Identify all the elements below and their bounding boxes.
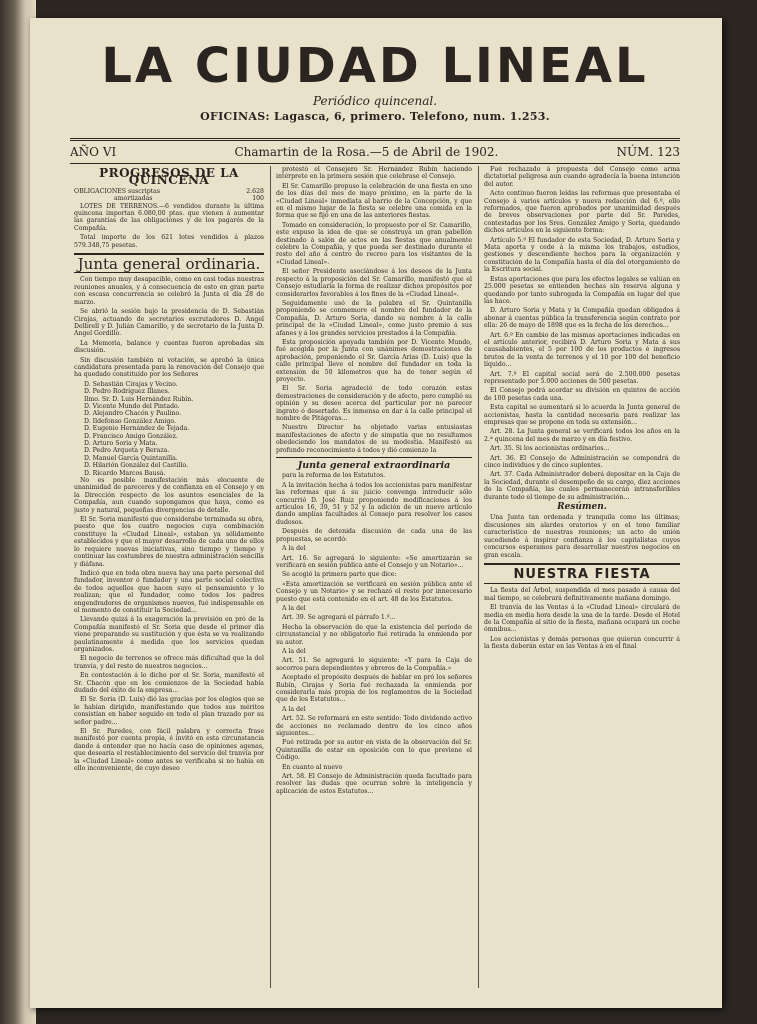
article-paragraph: «Esta amortización se verificará en sesión pública ante el Consejo y un Notario» y se rechazó el resto por innecesario puesto que está contenido en el art. 48 de los Estatutos. xyxy=(276,580,472,603)
statute-article: Art. 6.º En cambio de las mismas aportaciones indicadas en el artículo anterior, recibirá D. Arturo Soria y Mata á sus causahabientes, el 5 por 100 de los productos é ingresos brutos de la venta de terrenos y el 10 por 100 del beneficio líquido... xyxy=(484,331,680,369)
progress-heading: PROGRESOS DE LA QUINCENA xyxy=(99,166,239,188)
article-paragraph: El tranvía de las Ventas á la «Ciudad Lineal» circulará de media en media hora desde la una de la tarde. Desde el Hotel de la Compañía al sitio de la fiesta, mañana ocupará un coche ómnibus... xyxy=(484,604,680,634)
lotes-text: LOTES DE TERRENOS.—6 vendidos durante la última quincena importan 6.080,00 ptas. que vienen á aumentar las garantías de las obligaciones y de los pagarés de la Compañía. xyxy=(74,202,264,232)
article-paragraph: Después de detenida discusión de cada una de las propuestas, se acordó: xyxy=(276,528,472,543)
statute-article: El Consejo podrá acordar su división en quintos de acción de 100 pesetas cada una. xyxy=(484,387,680,402)
article-paragraph: A la del xyxy=(282,604,306,612)
article-paragraph: En cuanto al nuevo xyxy=(282,763,343,771)
extraordinary-meeting-heading: Junta general extraordinaria xyxy=(297,460,451,472)
article-paragraph: Art. 16. Se agregará lo siguiente: «Se amortizarán se verificará en sesión pública ante el Consejo y un Notario»... xyxy=(276,554,472,569)
article-paragraph: Art. 52. Se reformará en este sentido: Todo dividendo activo de acciones no reclamado dentro de los cinco años siguientes... xyxy=(276,715,472,738)
oblig-amort-row xyxy=(74,195,264,202)
statute-article: Esta capital se aumentará si lo acuerda la Junta general de accionistas, hasta la cantidad necesaria para realizar las empresas que se propone en toda su extensión... xyxy=(484,404,680,426)
article-paragraph: El Sr. Camarillo propuso la celebración de una fiesta en uno de los días del mes de mayo próximo, en la parte de la «Ciudad Lineal» inmediata al barrio de la Concepción, y que en el mismo lugar de la fiesta se celebre una comida en la forma que se fijó en una de las anteriores fiestas. xyxy=(276,182,472,220)
article-paragraph: A la del xyxy=(282,705,306,713)
board-member: D. Francisco Amigo González. xyxy=(84,432,178,440)
board-member: D. Hilarión González del Castillo. xyxy=(84,462,188,470)
column-1 xyxy=(74,166,264,996)
article-paragraph: Esta proposición apoyada también por D. Vicente Mundo, fué acogida por la Junta con unánimes demostraciones de aprobación, proponiendo el Sr. García Arias (D. Luis) que la calle principal lleve el nombre del fundador en toda la extensión de 50 kilometros que ha de tener según el proyecto. xyxy=(276,338,472,383)
newspaper-page xyxy=(30,18,722,1008)
statute-article: Art. 28. La Junta general se verificará todos los años en la 2.ª quincena del mes de marzo y en día festivo. xyxy=(484,428,680,443)
issue-place-date: Chamartin de la Rosa.—5 de Abril de 1902. xyxy=(234,145,499,159)
article-paragraph: Tomado en consideración, lo propuesto por el Sr. Camarillo, este expuso la idea de que se construya un gran pabellón destinado á salón de actos en las fiestas que anualmente celebre la Compañía, y que pueda ser destinado durante el resto del año á centro de recreo para los visitantes de la «Ciudad Lineal». xyxy=(276,221,472,266)
article-paragraph: Acto continuo fueron leídas las reformas que presentaba el Consejo á varios artículos y nueva redacción del 6.º, ello reformados, que fueron aprobados por unanimidad después de breves observaciones por parte del Sr. Paredes, contestadas por los Sres. González Amigo y Soria, quedando dichos artículos en la siguiente forma: xyxy=(484,190,680,235)
article-paragraph: El Sr. Paredes, con fácil palabra y correcta frase manifestó por cuenta propia, é invitó en esta circunstancia dando á entender que no hacía caso de opiniones agenas, que desearía el restablecimiento del servicio del tranvía por la «Ciudad Lineal» como antes se verificaba si no había en ello inconveniente, de cuyo deseo xyxy=(74,728,264,773)
article-paragraph: Con tiempo muy desapacible, como en casi todas nuestras reuniones anuales, y á consecuencia de esto en gran parte con escasa concurrencia se celebró la Junta el día 28 de marzo. xyxy=(74,276,264,306)
board-list xyxy=(84,381,264,477)
oblig-sub-label: OBLIGACIONES suscriptas xyxy=(74,187,161,195)
statute-article: Art. 36. El Consejo de Administración se compondrá de cinco individuos y de cinco suplentes. xyxy=(484,454,680,470)
statute-article: D. Arturo Soria y Mata y la Compañía quedan obligados á abonar á cuentas pública la transferencia según contrato por ella: 26 de mayo de 1898 que es la fecha de los derechos... xyxy=(484,307,680,330)
summary-heading: Resúmen. xyxy=(557,502,607,513)
board-member: D. Ildefonso González Amigo. xyxy=(84,417,176,425)
article-paragraph: Seguidamente usó de la palabra el Sr. Quintanilla proponiendo se conmemore el nombre del fundador de la Compañía, D. Arturo Soria, dando su nombre á la calle principal de la «Ciudad Lineal», como justo premio á sus afanes y á los grandes servicios prestados á la Compañía. xyxy=(276,299,472,337)
divider xyxy=(484,583,680,584)
oblig-amort-label: amortizadas xyxy=(114,195,153,203)
article-paragraph: Nuestro Director ha objetado varias entusiastas manifestaciones de afecto y de simpatía que no resultamos obedeciendo los mandatos de su modestia. Manifestó su profundo reconocimiento á todos y dió comienzo la xyxy=(276,424,472,454)
board-member: D. Pedro Arqueta y Beraza. xyxy=(84,447,170,455)
article-paragraph: No es posible manifestación más elocuente de unanimidad de pareceres y de confianza en el Consejo y en la Dirección respecto de los asuntos esenciales de la Compañía, aun cuando supongamos que haya, como es justo y natural, pequeñas divergencias de detalle. xyxy=(74,477,264,514)
board-member: D. Eugenio Hernández de Tejada. xyxy=(84,425,190,433)
statute-article: Art. 7.º El capital social será de 2.500.000 pesetas representado por 5.000 acciones de 500 pesetas. xyxy=(484,370,680,385)
fiesta-heading: NUESTRA FIESTA xyxy=(513,566,651,582)
article-paragraph: protestó el Consejero Sr. Hernández Rubín haciendo intérprete en la primera sesión que celebrase el Consejo. xyxy=(276,166,472,181)
article-paragraph: El señor Presidente asociándose á los deseos de la Junta respecto á la proposición del Sr. Camarillo, manifestó que el Consejo estudiaría la forma de realizar dichos propósitos por considerarlos favorables á los fines de la «Ciudad Lineal». xyxy=(276,268,472,298)
article-paragraph: La Memoria, balance y cuentas fueron aprobadas sin discusión. xyxy=(74,339,264,355)
board-member: Ilmo. Sr. D. Luis Hernández Rubín. xyxy=(84,395,194,403)
article-paragraph: El Sr. Soria agradeció de todo corazón estas demostraciones de consideración y de afecto, pero cumplió su opinión y su deseo acerca del particular por no parecer ingrato ó desertado. Es inmensa en dar á la calle principal el nombre de Pitágoras... xyxy=(276,385,472,422)
article-paragraph: Los accionistas y demás personas que quieran concurrir á la fiesta deberán estar en las Ventas á en el final xyxy=(484,635,680,651)
newspaper-subtitle: Periódico quincenal. xyxy=(312,94,438,108)
article-paragraph: Fué retirada por su autor en vista de la observación del Sr. Quintanilla de estar en oposición con lo que previene el Código. xyxy=(276,739,472,762)
junta-heading: Junta general ordinaria. xyxy=(77,255,261,274)
statute-article: Estas aportaciones que para los efectos legales se valúan en 25.000 pesetas se entienden hechas sin reserva alguna y quedando por tanto subrogada la Compañía en lugar del que las hace. xyxy=(484,275,680,305)
statute-article: Art. 35. Si los accionistas ordinarios... xyxy=(490,445,610,453)
article-paragraph: En contestación á lo dicho por el Sr. Soria, manifestó el Sr. Chacón que en los comienzos de la Sociedad había dudado del éxito de la empresa... xyxy=(74,672,264,694)
article-paragraph: Art. 51. Se agregará lo siguiente: «Y para la Caja de socorros para dependientes y obreros de la Compañía.» xyxy=(276,657,472,672)
statute-article: Art. 37. Cada Administrador deberá depositar en la Caja de la Sociedad, durante el desempeño de su cargo, diez acciones de la Compañía, las cuales permanecerán intransferibles durante todo el tiempo de su administración... xyxy=(484,471,680,501)
newspaper-title: LA CIUDAD LINEAL xyxy=(101,38,649,94)
article-paragraph: El negocio de terrenos se ofrece más dificultad que la del tranvía, y del resto de nuestros negocios... xyxy=(74,655,264,670)
article-paragraph: A la invitación hecha á todos los accionistas para manifestar las reformas que á su juicio convenga introducir sólo concurrió D. José Ruiz proponiendo modificaciones á los artículos 16, 39, 51 y 52 y la adición de un nuevo artículo dando amplias facultades al Consejo para resolver los casos dudosos. xyxy=(276,481,472,526)
issue-number: NÚM. 123 xyxy=(616,145,680,159)
offices-line: OFICINAS: Lagasca, 6, primero. Telefono, num. 1.253. xyxy=(200,110,550,123)
column-rule xyxy=(478,166,479,988)
article-paragraph: Hecha la observación de que la existencia del período de circunstancial y no obligatorio fué retirada la enmienda por su autor. xyxy=(276,623,472,646)
article-paragraph: Llevando quizá á la exageración la previsión en pró de la Compañía manifestó el Sr. Soria que desde el primer día viene preparando su sustitución y que ésta se va realizando paulatinamente á medida que los servicios quedan organizados. xyxy=(74,616,264,653)
column-2 xyxy=(276,166,472,996)
statute-article: Artículo 5.º El fundador de esta Sociedad, D. Arturo Soria y Mata aporta y cede á la misma los trabajos, estudios, gestiones y descendiente hechos para la organización y constitución de la Compañía hasta el día del otorgamiento de la Escritura social. xyxy=(484,236,680,274)
board-member: D. Ricardo Marcos Bausá. xyxy=(84,469,166,477)
article-paragraph: Aceptado el propósito después de hablar en pró los señores Rubín, Cirajas y Soria fué rechazada la enmienda por considerarla más propia de los reglamentos de la Sociedad que de los Estatutos... xyxy=(276,674,472,704)
article-paragraph: para la reforma de los Estatutos. xyxy=(282,472,386,480)
board-member: D. Arturo Soria y Mata. xyxy=(84,440,158,447)
divider xyxy=(484,563,680,565)
column-rule xyxy=(270,166,271,988)
article-paragraph: Fué rechazado á propuesta del Consejo como arma dictatorial peligrosa aun cuando agradecía la buena intención del autor. xyxy=(484,166,680,188)
article-paragraph: El Sr. Soria manifestó que considerabe terminada su obra, puesto que los cuatro negocios cuya combinación constituye la «Ciudad Lineal», estaban ya sólidamente establecidos y que el mayor desarrollo de cada uno de ellos lo requiere nuevas iniciativas, sino tiempo y tiempo y continuar las costumbres de nuestra administración sencilla y diáfana. xyxy=(74,516,264,568)
oblig-sub-row xyxy=(74,188,264,195)
issue-year: AÑO VI xyxy=(70,145,117,159)
article-paragraph: Se abrió la sesión bajo la presidencia de D. Sebastián Cirajas, actuando de secretarios escrutadores D. Angel Delbrell y D. Julián Camarillo, y de secretario de la Junta D. Angel Gordillo. xyxy=(74,308,264,338)
article-paragraph: Sin discusión también ni votación, se aprobó la única candidatura presentada para la renovación del Consejo que ha quedado constituído por los Señores xyxy=(74,356,264,379)
masthead xyxy=(70,40,680,123)
article-paragraph: Una Junta tan ordenada y tranquila como las últimas; discusiones sin alardes oratorios y en el tono familiar característico de nuestras reuniones; un acto de unión sucediendo á inspirar confianza á los capitalistas cuyos concursos esperamos para desarrollar nuestros negocios en gran escala. xyxy=(484,514,680,559)
board-member: D. Sebastián Cirajas y Vecino. xyxy=(84,380,178,388)
oblig-sub-value: 2.628 xyxy=(246,187,264,195)
article-paragraph: Art. 39. Se agregará el párrafo 1.º... xyxy=(282,614,396,622)
board-member: D. Pedro Rodríguez Illanes. xyxy=(84,388,170,396)
article-paragraph: La fiesta del Árbol, suspendida el mes pasado á causa del mal tiempo, se celebrará definitivamente mañana domingo. xyxy=(484,587,680,602)
article-paragraph: A la del xyxy=(282,545,306,553)
board-member: D. Vicente Mundo del Pintado. xyxy=(84,402,180,410)
article-paragraph: Art. 58. El Consejo de Administración queda facultado para resolver las dudas que ocurran sobre la inteligencia y aplicación de estos Estatutos... xyxy=(276,773,472,795)
article-paragraph: Se acogió la primera parte que dice: xyxy=(282,571,397,579)
board-member: D. Manuel García Quintanilla. xyxy=(84,454,178,462)
article-paragraph: Indicó que en toda obra nueva hay una parte personal del fundador, inventor ó fundador y una parte social colectiva de todos aquellos que hacen suyo el pensamiento y lo realizan; que el fundador, como todos los padres engendradores de organismos nuevos, fué indispensable en el momento de constituir la Sociedad... xyxy=(74,569,264,614)
total-text: Total importe de los 621 lotes vendidos á plazos 579.348,75 pesetas. xyxy=(74,234,264,249)
divider xyxy=(276,457,472,458)
article-paragraph: El Sr. Soria (D. Luis) dió las gracias por los elogios que se le habían dirigido, manifestando que todos sus méritos consistían en haber seguido en todo el plan trazado por su señor padre... xyxy=(74,696,264,726)
board-member: D. Alejandro Chacón y Paulino. xyxy=(84,410,182,418)
oblig-amort-value: 100 xyxy=(252,195,264,203)
issue-info-bar xyxy=(70,138,680,164)
article-paragraph: A la del xyxy=(282,647,306,655)
column-3 xyxy=(484,166,680,996)
